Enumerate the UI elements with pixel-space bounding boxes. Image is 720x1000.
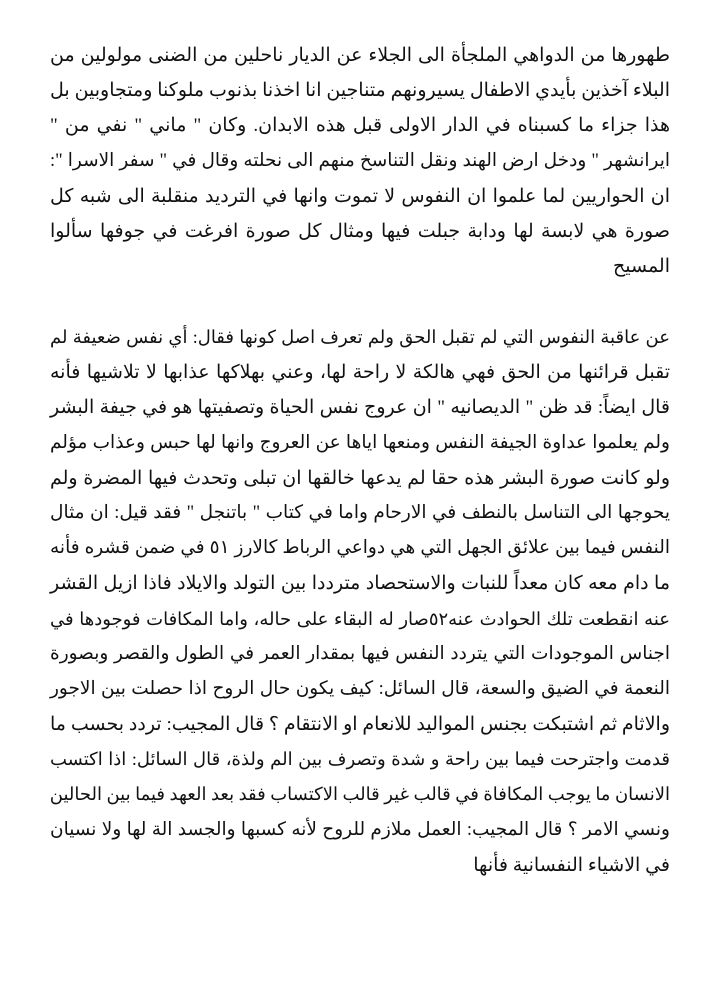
text-line: ايرانشهر " ودخل ارض الهند ونقل التناسخ منهم الى نحلته وقال في " سفر الاسرا ": <box>50 150 670 171</box>
text-line: عنه انقطعت تلك الحوادث عنه٥٢صار له البقاء على حاله، واما المكافات فوجودها في <box>50 608 670 629</box>
paragraph-2 <box>50 320 670 883</box>
text-line: تقبل قرائنها من الحق فهي هالكة لا راحة لها، وعني بهلاكها عذابها لا تلاشيها فأنه <box>50 362 670 384</box>
paragraph-1 <box>50 38 670 284</box>
text-line: عن عاقبة النفوس التي لم تقبل الحق ولم تعرف اصل كونها فقال: أي نفس ضعيفة لم <box>50 327 670 347</box>
text-line: والاثام ثم اشتبكت بجنس المواليد للانعام او الانتقام ؟ قال المجيب: تردد بحسب ما <box>50 714 670 736</box>
text-line: النعمة في الضيق والسعة، قال السائل: كيف يكون حال الروح اذا حصلت بين الاجور <box>50 678 670 699</box>
text-line: ولم يعلموا عداوة الجيفة النفس ومنعها اياها عن العروج وانها لها حبس وعذاب مؤلم <box>50 432 670 453</box>
text-line: هذا جزاء ما كسبناه في الدار الاولى قبل هذه الابدان. وكان " ماني " نفي من " <box>50 115 670 137</box>
text-line: الانسان ما يوجب المكافاة في قالب غير قالب الاكتساب فقد بعد العهد فيما بين الحالين <box>49 784 670 805</box>
text-line: طهورها من الدواهي الملجأة الى الجلاء عن الديار ناحلين من الضنى مولولين من <box>50 45 670 66</box>
text-line: ونسي الامر ؟ قال المجيب: العمل ملازم للروح لأنه كسبها والجسد الة لها ولا نسيان <box>50 819 670 840</box>
text-line: المسيح <box>613 256 670 278</box>
text-line: النفس فيما بين علائق الجهل التي هي دواعي الرباط كالارز ٥١ في ضمن قشره فأنه <box>50 538 670 559</box>
text-line: قال ايضاً: قد ظن " الديصانيه " ان عروج نفس الحياة وتصفيتها هو في جيفة البشر <box>50 397 670 419</box>
text-line: اجناس الموجودات التي يتردد النفس فيها بمقدار العمر في الطول والقصر وبصورة <box>50 643 670 664</box>
text-line: يحوجها الى التناسل بالنطف في الارحام واما في كتاب " باتنجل " فقد قيل: ان مثال <box>50 502 670 523</box>
text-line: قدمت واجترحت فيما بين راحة و شدة وتصرف بين الم ولذة، قال السائل: اذا اكتسب <box>50 749 670 770</box>
text-line: في الاشياء النفسانية فأنها <box>473 854 670 876</box>
text-line: البلاء آخذين بأيدي الاطفال يسيرونهم متناجين انا اخذنا بذنوب ملوكنا ومتجاوبين بل <box>50 80 670 102</box>
text-line: صورة هي لابسة لها ودابة جبلت فيها ومثال كل صورة افرغت في جوفها سألوا <box>50 220 670 242</box>
text-line: ان الحواريين لما علموا ان النفوس لا تموت وانها في الترديد منقلبة الى شبه كل <box>50 185 670 207</box>
text-line: ولو كانت صورة البشر هذه حقا لم يدعها خالقها ان تبلى وتحدث فيها المضرة ولم <box>50 467 670 489</box>
text-line: ما دام معه كان معداً للنبات والاستحصاد مترددا بين التولد والايلاد فاذا ازيل القشر <box>50 573 670 595</box>
